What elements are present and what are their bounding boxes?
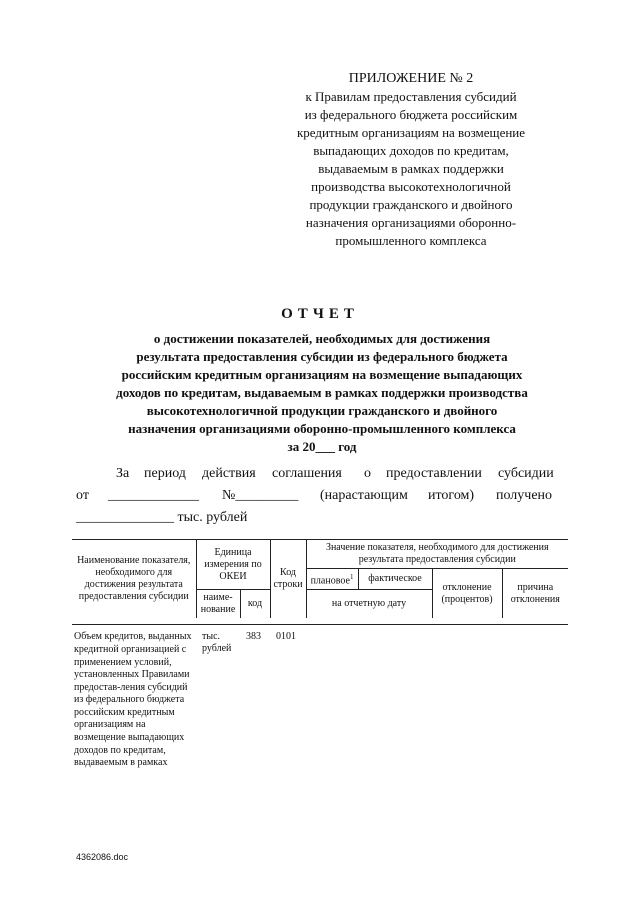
appendix-line: из федерального бюджета российским (304, 107, 518, 122)
intro-word: итогом) (428, 488, 475, 503)
header-unit: Единица измерения по ОКЕИ (196, 540, 270, 590)
intro-word: соглашения (272, 466, 342, 481)
subtitle-line: российским кредитным организациям на возмещение выпадающих (121, 367, 523, 382)
row-unit-code: 383 (246, 631, 261, 643)
report-title: ОТЧЕТ (281, 306, 359, 322)
appendix-line: выпадающих доходов по кредитам, (313, 143, 509, 158)
subtitle-line: за 20___ год (287, 439, 357, 454)
subtitle-line: доходов по кредитам, выдаваемым в рамках поддержки производства (116, 385, 528, 400)
report-subtitle (66, 330, 578, 456)
appendix-line: к Правилам предоставления субсидий (305, 89, 517, 104)
appendix-line: продукции гражданского и двойного (309, 197, 513, 212)
intro-word: о (364, 466, 371, 481)
intro-word: За (116, 466, 130, 481)
report-table (72, 539, 568, 772)
file-name: 4362086.doc (76, 852, 129, 862)
header-row-code: Код строки (270, 540, 306, 619)
row-deviation (432, 625, 502, 772)
appendix-line: промышленного комплекса (335, 233, 487, 248)
subtitle-line: высокотехнологичной продукции гражданского и двойного (146, 403, 498, 418)
header-reason: причина отклонения (502, 569, 568, 619)
intro-word: (нарастающим (320, 488, 408, 503)
intro-word: период (144, 466, 186, 481)
intro-word: от (76, 488, 89, 503)
header-unit-name: наиме-нование (196, 590, 240, 619)
row-planned (306, 625, 358, 772)
intro-paragraph (76, 466, 562, 532)
row-indicator-name: Объем кредитов, выданных кредитной организацией с применением условий, установленных Правилами предостав-ления субсидий из федерального бюджета российским кредитным организациям на возмещение выпадающих доходов по кредитам, выдаваемым в рамках (74, 631, 192, 769)
subtitle-line: назначения организациями оборонно-промышленного комплекса (128, 421, 516, 436)
header-deviation: отклонение (процентов) (432, 569, 502, 619)
header-planned: плановое$^1$ (306, 569, 358, 590)
subtitle-line: о достижении показателей, необходимых для достижения (153, 331, 491, 346)
row-unit-name: тыс. рублей (202, 631, 232, 655)
intro-line-1 (76, 466, 562, 488)
appendix-line: назначения организациями оборонно- (305, 215, 517, 230)
row-code: 0101 (276, 631, 297, 643)
appendix-block (276, 70, 546, 250)
intro-word: получено (496, 488, 553, 503)
header-unit-code: код (240, 590, 270, 619)
intro-word: субсидии (498, 466, 554, 481)
amount-received-blank: ______________ тыс. рублей (76, 510, 248, 525)
row-reason (502, 625, 568, 772)
intro-line-3 (76, 510, 562, 532)
intro-word: действия (202, 466, 256, 481)
header-indicator-value: Значение показателя, необходимого для достижения результата предоставления субсидии (306, 540, 568, 569)
appendix-line: выдаваемым в рамках поддержки (318, 161, 504, 176)
header-indicator-name: Наименование показателя, необходимого для достижения результата предоставления субсидии (72, 540, 196, 619)
table-row (72, 625, 568, 772)
contract-date-blank: _____________ (108, 488, 199, 503)
appendix-line: производства высокотехнологичной (311, 179, 511, 194)
contract-number-blank: №_________ (222, 488, 299, 503)
appendix-line: кредитным организациям на возмещение (296, 125, 526, 140)
header-actual: фактическое (358, 569, 432, 590)
appendix-title: ПРИЛОЖЕНИЕ № 2 (348, 71, 474, 86)
intro-word: предоставлении (386, 466, 482, 481)
intro-line-2 (76, 488, 562, 510)
row-actual (358, 625, 432, 772)
subtitle-line: результата предоставления субсидии из федерального бюджета (136, 349, 508, 364)
header-on-date: на отчетную дату (306, 590, 432, 619)
